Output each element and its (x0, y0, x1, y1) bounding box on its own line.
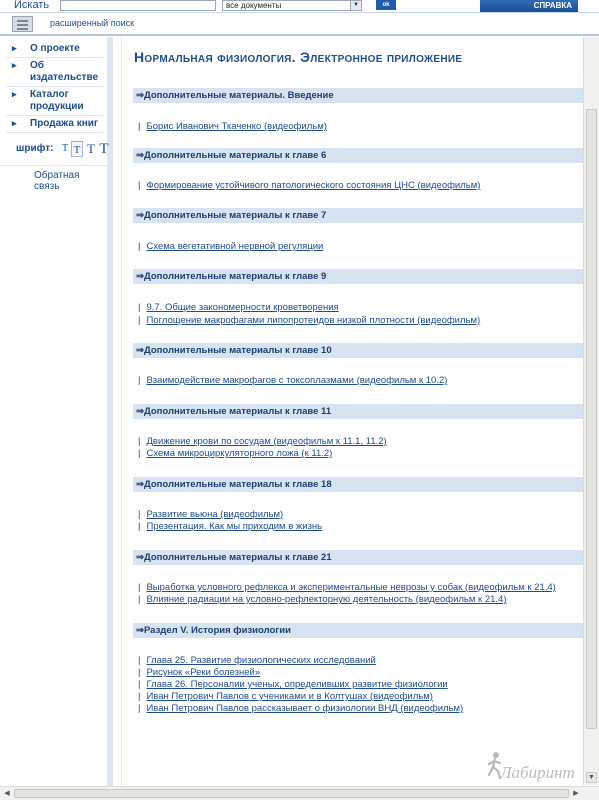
material-link-label: Развитие вьюна (видеофильм) (146, 509, 284, 520)
section-header[interactable]: ⇒Дополнительные материалы к главе 11 (133, 404, 583, 419)
separator: | (138, 241, 141, 252)
material-link[interactable] (138, 436, 387, 448)
search-input[interactable] (60, 0, 216, 11)
scroll-down-icon[interactable]: ▼ (586, 772, 597, 783)
material-link[interactable] (138, 679, 448, 691)
sub-header-bar (0, 14, 599, 36)
document-icon (12, 16, 33, 32)
separator: | (138, 121, 141, 132)
separator: | (138, 436, 141, 447)
material-link-label: 9.7. Общие закономерности кроветворения (146, 302, 339, 313)
material-link[interactable] (138, 655, 376, 667)
material-link[interactable] (138, 703, 463, 715)
scroll-left-icon[interactable]: ◀ (4, 790, 10, 797)
material-link[interactable] (138, 315, 480, 327)
material-link-label: Схема микроциркуляторного ложа (к 11.2) (146, 448, 333, 459)
material-link-label: Выработка условного рефлекса и экспериментальные неврозы у собак (видеофильм к 21.4) (146, 582, 556, 593)
sidebar-item-label: Каталог продукции (30, 89, 84, 112)
font-size-large-button[interactable]: T (87, 141, 95, 156)
material-link[interactable] (138, 509, 283, 521)
main-content (121, 37, 583, 785)
sidebar-item-label: О проекте (30, 43, 80, 54)
horizontal-scrollbar[interactable] (0, 786, 599, 800)
sidebar-item-label: Об издательстве (30, 60, 99, 83)
material-link-label: Рисунок «Реки болезней» (146, 667, 261, 678)
separator: | (138, 703, 141, 714)
material-link[interactable] (138, 121, 327, 133)
material-link[interactable] (138, 180, 480, 192)
search-scope-value: все документы (226, 1, 282, 10)
feedback-link[interactable]: Обратная связь (0, 165, 107, 192)
material-link[interactable] (138, 521, 322, 533)
material-link-label: Поглощение макрофагами липопротеидов низкой плотности (видеофильм) (146, 315, 481, 326)
font-size-label: шрифт: (16, 143, 54, 154)
separator: | (138, 375, 141, 386)
section-header[interactable]: ⇒Раздел V. История физиологии (133, 623, 583, 638)
separator: | (138, 315, 141, 326)
material-link[interactable] (138, 667, 260, 679)
separator: | (138, 448, 141, 459)
section-header[interactable]: ⇒Дополнительные материалы к главе 18 (133, 477, 583, 492)
material-link-label: Глава 26. Персоналии ученых, определивших развитие физиологии (146, 679, 448, 690)
section-header[interactable]: ⇒Дополнительные материалы к главе 7 (133, 208, 583, 223)
material-link-label: Борис Иванович Ткаченко (видеофильм) (146, 121, 327, 132)
font-size-normal-button[interactable]: T (71, 141, 83, 157)
advanced-search-link[interactable]: расширенный поиск (50, 18, 135, 28)
material-link[interactable] (138, 582, 556, 594)
watermark-logo (484, 747, 594, 785)
page-title: Нормальная физиология. Электронное приложение (134, 49, 463, 65)
material-link[interactable] (138, 375, 447, 387)
separator: | (138, 667, 141, 678)
vertical-scrollbar[interactable] (583, 37, 599, 785)
material-link-label: Иван Петрович Павлов с учениками и в Колтушах (видеофильм) (146, 691, 433, 702)
separator: | (138, 691, 141, 702)
material-link[interactable] (138, 448, 332, 460)
section-header[interactable]: ⇒Дополнительные материалы к главе 9 (133, 269, 583, 284)
section-header[interactable]: ⇒Дополнительные материалы к главе 6 (133, 148, 583, 163)
sidebar-item-book-sales[interactable] (6, 116, 103, 133)
separator: | (138, 679, 141, 690)
chevron-down-icon[interactable]: ▼ (350, 1, 361, 10)
material-link-label: Презентация. Как мы приходим в жизнь (146, 521, 323, 532)
font-size-small-button[interactable]: T (61, 143, 69, 154)
sidebar-item-about-project[interactable] (6, 41, 103, 58)
search-label: Искать (14, 0, 50, 11)
top-search-bar (0, 0, 599, 13)
material-link[interactable] (138, 241, 323, 253)
sidebar-item-about-publisher[interactable] (6, 58, 103, 87)
font-size-xlarge-button[interactable]: T (99, 141, 109, 157)
section-header[interactable]: ⇒Дополнительные материалы к главе 21 (133, 550, 583, 565)
material-link-label: Движение крови по сосудам (видеофильм к 11.1, 11.2) (146, 436, 387, 447)
arrow-right-icon: ▸ (12, 43, 17, 53)
material-link-label: Схема вегетативной нервной регуляции (146, 241, 324, 252)
sidebar-item-catalog[interactable] (6, 87, 103, 116)
search-ok-button[interactable]: ok (376, 0, 396, 10)
arrow-right-icon: ▸ (12, 89, 17, 99)
arrow-right-icon: ▸ (12, 60, 17, 70)
sidebar-item-label: Продажа книг (30, 118, 99, 129)
separator: | (138, 582, 141, 593)
separator: | (138, 302, 141, 313)
sidebar (0, 37, 113, 787)
separator: | (138, 509, 141, 520)
section-header[interactable]: ⇒Дополнительные материалы к главе 10 (133, 343, 583, 358)
scroll-right-icon[interactable]: ▶ (573, 790, 579, 797)
separator: | (138, 521, 141, 532)
scrollbar-thumb[interactable] (586, 109, 597, 729)
material-link-label: Взаимодействие макрофагов с токсоплазмами (видеофильм к 10.2) (146, 375, 448, 386)
material-link-label: Влияние радиации на условно-рефлекторную деятельность (видеофильм к 21.4) (146, 594, 507, 605)
font-size-selector (0, 141, 107, 159)
watermark-text: Лабиринт (500, 763, 575, 782)
help-button[interactable]: СПРАВКА (480, 0, 578, 12)
arrow-right-icon: ▸ (12, 118, 17, 128)
material-link[interactable] (138, 302, 339, 314)
search-scope-select[interactable] (222, 0, 362, 11)
separator: | (138, 594, 141, 605)
material-link-label: Иван Петрович Павлов рассказывает о физиологии ВНД (видеофильм) (146, 703, 464, 714)
material-link-label: Глава 25. Развитие физиологических исследований (146, 655, 376, 666)
separator: | (138, 180, 141, 191)
material-link[interactable] (138, 594, 507, 606)
material-link[interactable] (138, 691, 433, 703)
material-link-label: Формирование устойчивого патологического состояния ЦНС (видеофильм) (146, 180, 481, 191)
scrollbar-thumb[interactable] (14, 789, 569, 798)
separator: | (138, 655, 141, 666)
section-header[interactable]: ⇒Дополнительные материалы. Введение (133, 88, 583, 103)
